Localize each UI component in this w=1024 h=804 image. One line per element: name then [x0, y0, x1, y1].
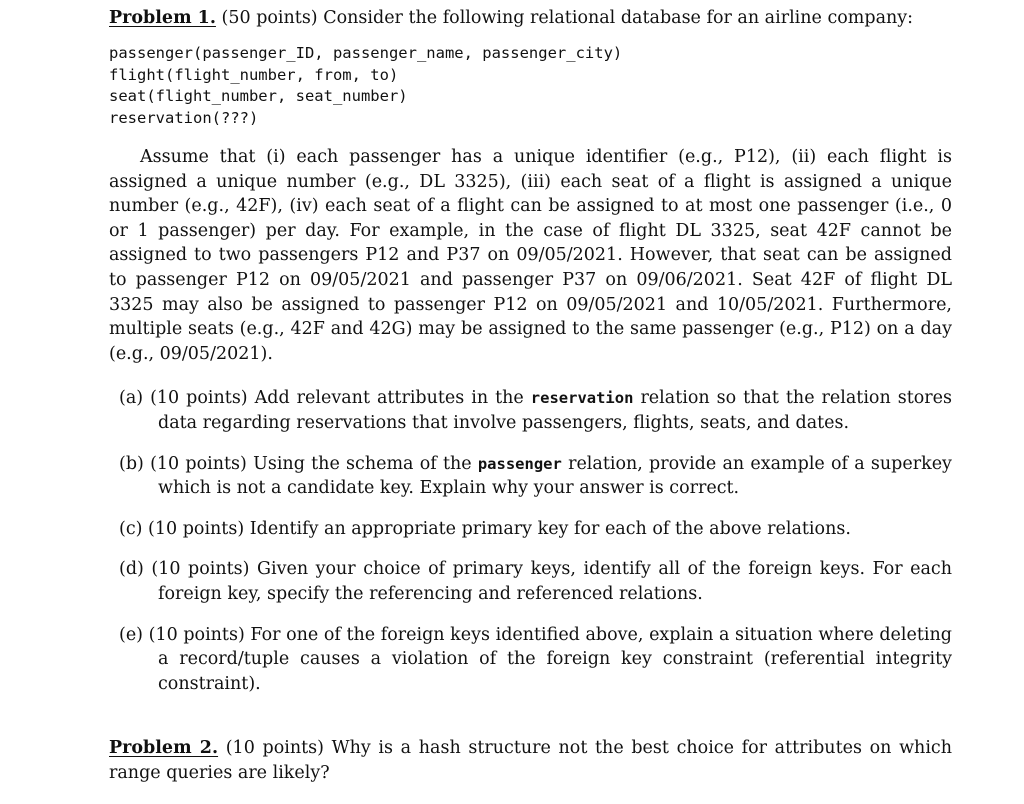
part-b-points: (10 points) [150, 453, 247, 474]
part-d [119, 557, 952, 606]
part-d-points: (10 points) [151, 559, 250, 580]
part-b-text-pre: Using the schema of the [253, 453, 472, 474]
problem-2 [109, 736, 952, 786]
part-a-text-post: relation so that the relation stores data regarding reservations that involve passengers, flights, seats, and dates. [158, 388, 952, 433]
part-d-text: Given your choice of primary keys, identify all of the foreign keys. For each foreign key, specify the referencing and referenced relations. [158, 559, 952, 604]
part-e-text: For one of the foreign keys identified above, explain a situation where deleting a record/tuple causes a violation of the foreign key constraint (referential integrity constraint). [158, 624, 952, 694]
schema-passenger: passenger(passenger_ID, passenger_name, passenger_city) [109, 44, 623, 62]
part-a-text-pre: Add relevant attributes in the [254, 388, 524, 409]
problem-1-statement: Consider the following relational database for an airline company: [323, 8, 914, 28]
part-a-label: (a) [119, 388, 144, 409]
relational-schema [109, 43, 952, 129]
problem-2-points: (10 points) [225, 738, 324, 759]
problem-1-heading [109, 6, 952, 31]
part-b-code: passenger [477, 454, 562, 473]
part-a-code: reservation [530, 389, 634, 408]
part-c-text: Identify an appropriate primary key for each of the above relations. [249, 518, 851, 539]
schema-flight: flight(flight_number, from, to) [109, 65, 399, 84]
part-c-label: (c) [119, 518, 143, 539]
part-e-points: (10 points) [148, 624, 245, 645]
part-b-label: (b) [119, 453, 144, 474]
part-c [119, 517, 952, 542]
part-e [119, 623, 952, 697]
part-e-label: (e) [119, 624, 144, 645]
part-a [119, 386, 952, 435]
schema-reservation: reservation(???) [109, 108, 259, 127]
part-d-label: (d) [119, 559, 144, 580]
problem-2-text: Why is a hash structure not the best choice for attributes on which range queries are likely? [109, 738, 952, 784]
problem-1-title: Problem 1. [109, 8, 216, 28]
schema-seat: seat(flight_number, seat_number) [109, 87, 408, 105]
problem-1-parts [109, 386, 952, 696]
part-b-text-post: relation, provide an example of a superkey which is not a candidate key. Explain why your answer is correct. [158, 453, 952, 499]
assumptions-paragraph: Assume that (i) each passenger has a unique identifier (e.g., P12), (ii) each flight is assigned a unique number (e.g., DL 3325), (iii) each seat of a flight is assigned a unique number (e.g., 42F), (iv) each seat of a flight can be assigned to at most one passenger (i.e., 0 or 1 passenger) per day. For example, in the case of flight DL 3325, seat 42F cannot be assigned to two passengers P12 and P37 on 09/05/2021. However, that seat can be assigned to passenger P12 on 09/05/2021 and passenger P37 on 09/06/2021. Seat 42F of flight DL 3325 may also be assigned to passenger P12 on 09/05/2021 and 10/05/2021. Furthermore, multiple seats (e.g., 42F and 42G) may be assigned to the same passenger (e.g., P12) on a day (e.g., 09/05/2021). [109, 147, 952, 364]
part-a-points: (10 points) [150, 388, 248, 409]
part-b [119, 452, 952, 501]
document-page [109, 6, 952, 804]
problem-2-title: Problem 2. [109, 738, 219, 759]
problem-1-points: (50 points) [221, 8, 318, 28]
part-c-points: (10 points) [148, 518, 245, 539]
